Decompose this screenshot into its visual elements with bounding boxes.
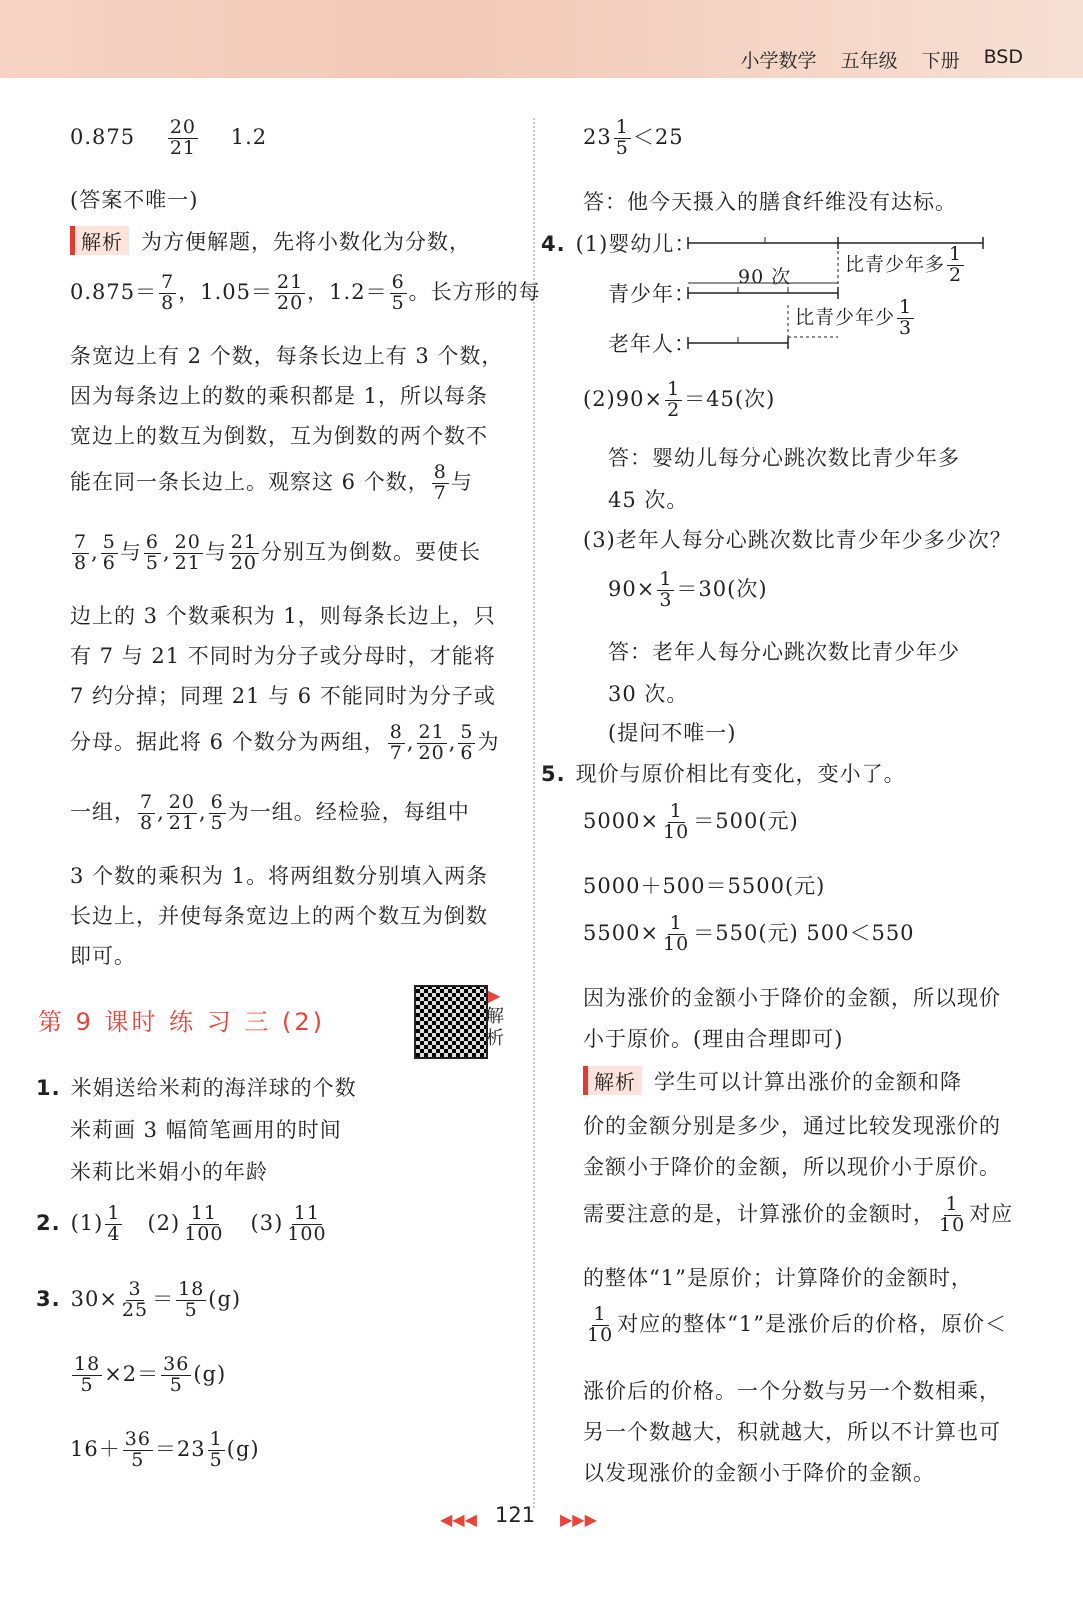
text-line: 小于原价。(理由合理即可) <box>583 1027 844 1051</box>
text-line: 7 约分掉；同理 21 与 6 不能同时为分子或 <box>70 684 496 708</box>
analysis-tag: 解析 <box>583 1066 642 1095</box>
note: (答案不唯一) <box>70 188 199 212</box>
text-line: 分母。据此将 6 个数分为两组， $\frac{8}{7}$ , $\frac{21}{20}$ , $\frac{5}{6}$ 为 <box>70 721 500 764</box>
header-edition: BSD <box>983 46 1023 68</box>
text-line: 3 个数的乘积为 1。将两组数分别填入两条 <box>70 864 489 888</box>
label-more: 比青少年多 $\frac{1}{2}$ <box>845 243 963 286</box>
question-5: 5. 现价与原价相比有变化，变小了。 <box>541 762 906 786</box>
analysis-line: 解析 学生可以计算出涨价的金额和降 <box>583 1066 962 1096</box>
label-less: 比青少年少 $\frac{1}{3}$ <box>795 296 913 339</box>
text-line: 因为每条边上的数的乘积都是 1，所以每条 <box>70 384 489 408</box>
text-line: 因为涨价的金额小于降价的金额，所以现价 <box>583 986 1001 1010</box>
answer-line: 0.875 $\frac{20}{21}$ 1.2 <box>70 116 268 159</box>
question-3-line: $\frac{18}{5}$ ×2＝ $\frac{36}{5}$ (g) <box>74 1353 227 1396</box>
text-line: $\frac{1}{10}$ 对应的整体“1”是涨价后的价格，原价＜ <box>587 1303 1008 1346</box>
label-90: 90 次 <box>738 266 792 288</box>
lesson-title: 第 9 课时 练 习 三 (2) <box>38 1008 326 1036</box>
question-1-line: 米莉画 3 幅简笔画用的时间 <box>70 1118 342 1142</box>
q4-3: (3)老年人每分心跳次数比青少年少多少次？ <box>583 528 1012 552</box>
answer-line: 答：他今天摄入的膳食纤维没有达标。 <box>583 190 957 214</box>
compare-line: 23 $\frac{1}{5}$ ＜25 <box>583 116 684 159</box>
q4-3-calc: 90× $\frac{1}{3}$ ＝30(次) <box>608 568 768 611</box>
label-elder: 老年人： <box>608 332 696 356</box>
header-subject: 小学数学 <box>740 50 817 72</box>
qr-code[interactable] <box>414 985 488 1059</box>
note: (提问不唯一) <box>608 721 737 745</box>
column-divider <box>533 118 535 1508</box>
text-line: 涨价后的价格。一个分数与另一个数相乘， <box>583 1379 1001 1403</box>
question-1-line: 米莉比米娟小的年龄 <box>70 1160 268 1184</box>
question-2: 2. (1) $\frac{1}{4}$ (2) $\frac{11}{100}$ (3) $\frac{11}{100}$ <box>36 1202 327 1245</box>
analysis-tag: 解析 <box>70 226 129 255</box>
text-line: 价的金额分别是多少，通过比较发现涨价的 <box>583 1114 1001 1138</box>
q5-calc: 5000＋500＝5500(元) <box>583 874 826 898</box>
text-line: 金额小于降价的金额，所以现价小于原价。 <box>583 1155 1001 1179</box>
answer-line: 45 次。 <box>608 488 689 512</box>
text-line: 有 7 与 21 不同时为分子或分母时，才能将 <box>70 644 496 668</box>
question-4: 4. (1)婴幼儿： <box>541 232 697 256</box>
answer-line: 答：老年人每分心跳次数比青少年少 <box>608 640 960 664</box>
header-volume: 下册 <box>921 50 960 72</box>
prev-arrows-icon: ◀◀◀ <box>440 1510 477 1529</box>
question-1: 1. 米娟送给米莉的海洋球的个数 <box>36 1076 357 1100</box>
analysis-line: 解析 为方便解题，先将小数化为分数， <box>70 226 471 256</box>
text-line: 一组， $\frac{7}{8}$ , $\frac{20}{21}$ , $\frac{6}{5}$ 为一组。经检验，每组中 <box>70 791 470 834</box>
q5-calc: 5000× $\frac{1}{10}$ ＝500(元) <box>583 800 799 843</box>
header <box>741 46 1023 73</box>
qr-label: 解析 <box>486 1006 504 1049</box>
text-line: 0.875＝ $\frac{7}{8}$ ，1.05＝ $\frac{21}{20}$ ，1.2＝ $\frac{6}{5}$ 。长方形的每 <box>70 271 541 314</box>
header-grade: 五年级 <box>840 50 898 72</box>
play-icon: ▶ <box>488 986 501 1005</box>
text-line: 边上的 3 个数乘积为 1，则每条长边上，只 <box>70 604 496 628</box>
q5-calc: 5500× $\frac{1}{10}$ ＝550(元) 500＜550 <box>583 912 915 955</box>
text-line: 即可。 <box>70 944 136 968</box>
text-line: 长边上，并使每条宽边上的两个数互为倒数 <box>70 904 488 928</box>
label-teen: 青少年： <box>608 282 696 306</box>
text-line: 需要注意的是，计算涨价的金额时， $\frac{1}{10}$ 对应 <box>583 1193 1014 1236</box>
text-line: $\frac{7}{8}$ , $\frac{5}{6}$ 与 $\frac{6}{5}$ , $\frac{20}{21}$ 与 $\frac{21}{20}$ 分别互为倒数。要使长 <box>74 531 482 574</box>
answer-line: 30 次。 <box>608 682 689 706</box>
text-line: 的整体“1”是原价；计算降价的金额时， <box>583 1266 973 1290</box>
question-3-line: 16＋ $\frac{36}{5}$ ＝23 $\frac{1}{5}$ (g) <box>70 1428 260 1471</box>
text-line: 另一个数越大，积就越大，所以不计算也可 <box>583 1420 1001 1444</box>
text-line: 以发现涨价的金额小于降价的金额。 <box>583 1461 935 1485</box>
page-number: 121 <box>495 1503 536 1527</box>
question-3: 3. 30× $\frac{3}{25}$ ＝ $\frac{18}{5}$ (g) <box>36 1278 242 1321</box>
next-arrows-icon: ▶▶▶ <box>560 1510 597 1529</box>
answer-line: 答：婴幼儿每分心跳次数比青少年多 <box>608 446 960 470</box>
text-line: 宽边上的数互为倒数，互为倒数的两个数不 <box>70 424 488 448</box>
q4-2: (2)90× $\frac{1}{2}$ ＝45(次) <box>583 378 776 421</box>
text-line: 条宽边上有 2 个数，每条长边上有 3 个数， <box>70 344 504 368</box>
text-line: 能在同一条长边上。观察这 6 个数， $\frac{8}{7}$ 与 <box>70 461 473 504</box>
